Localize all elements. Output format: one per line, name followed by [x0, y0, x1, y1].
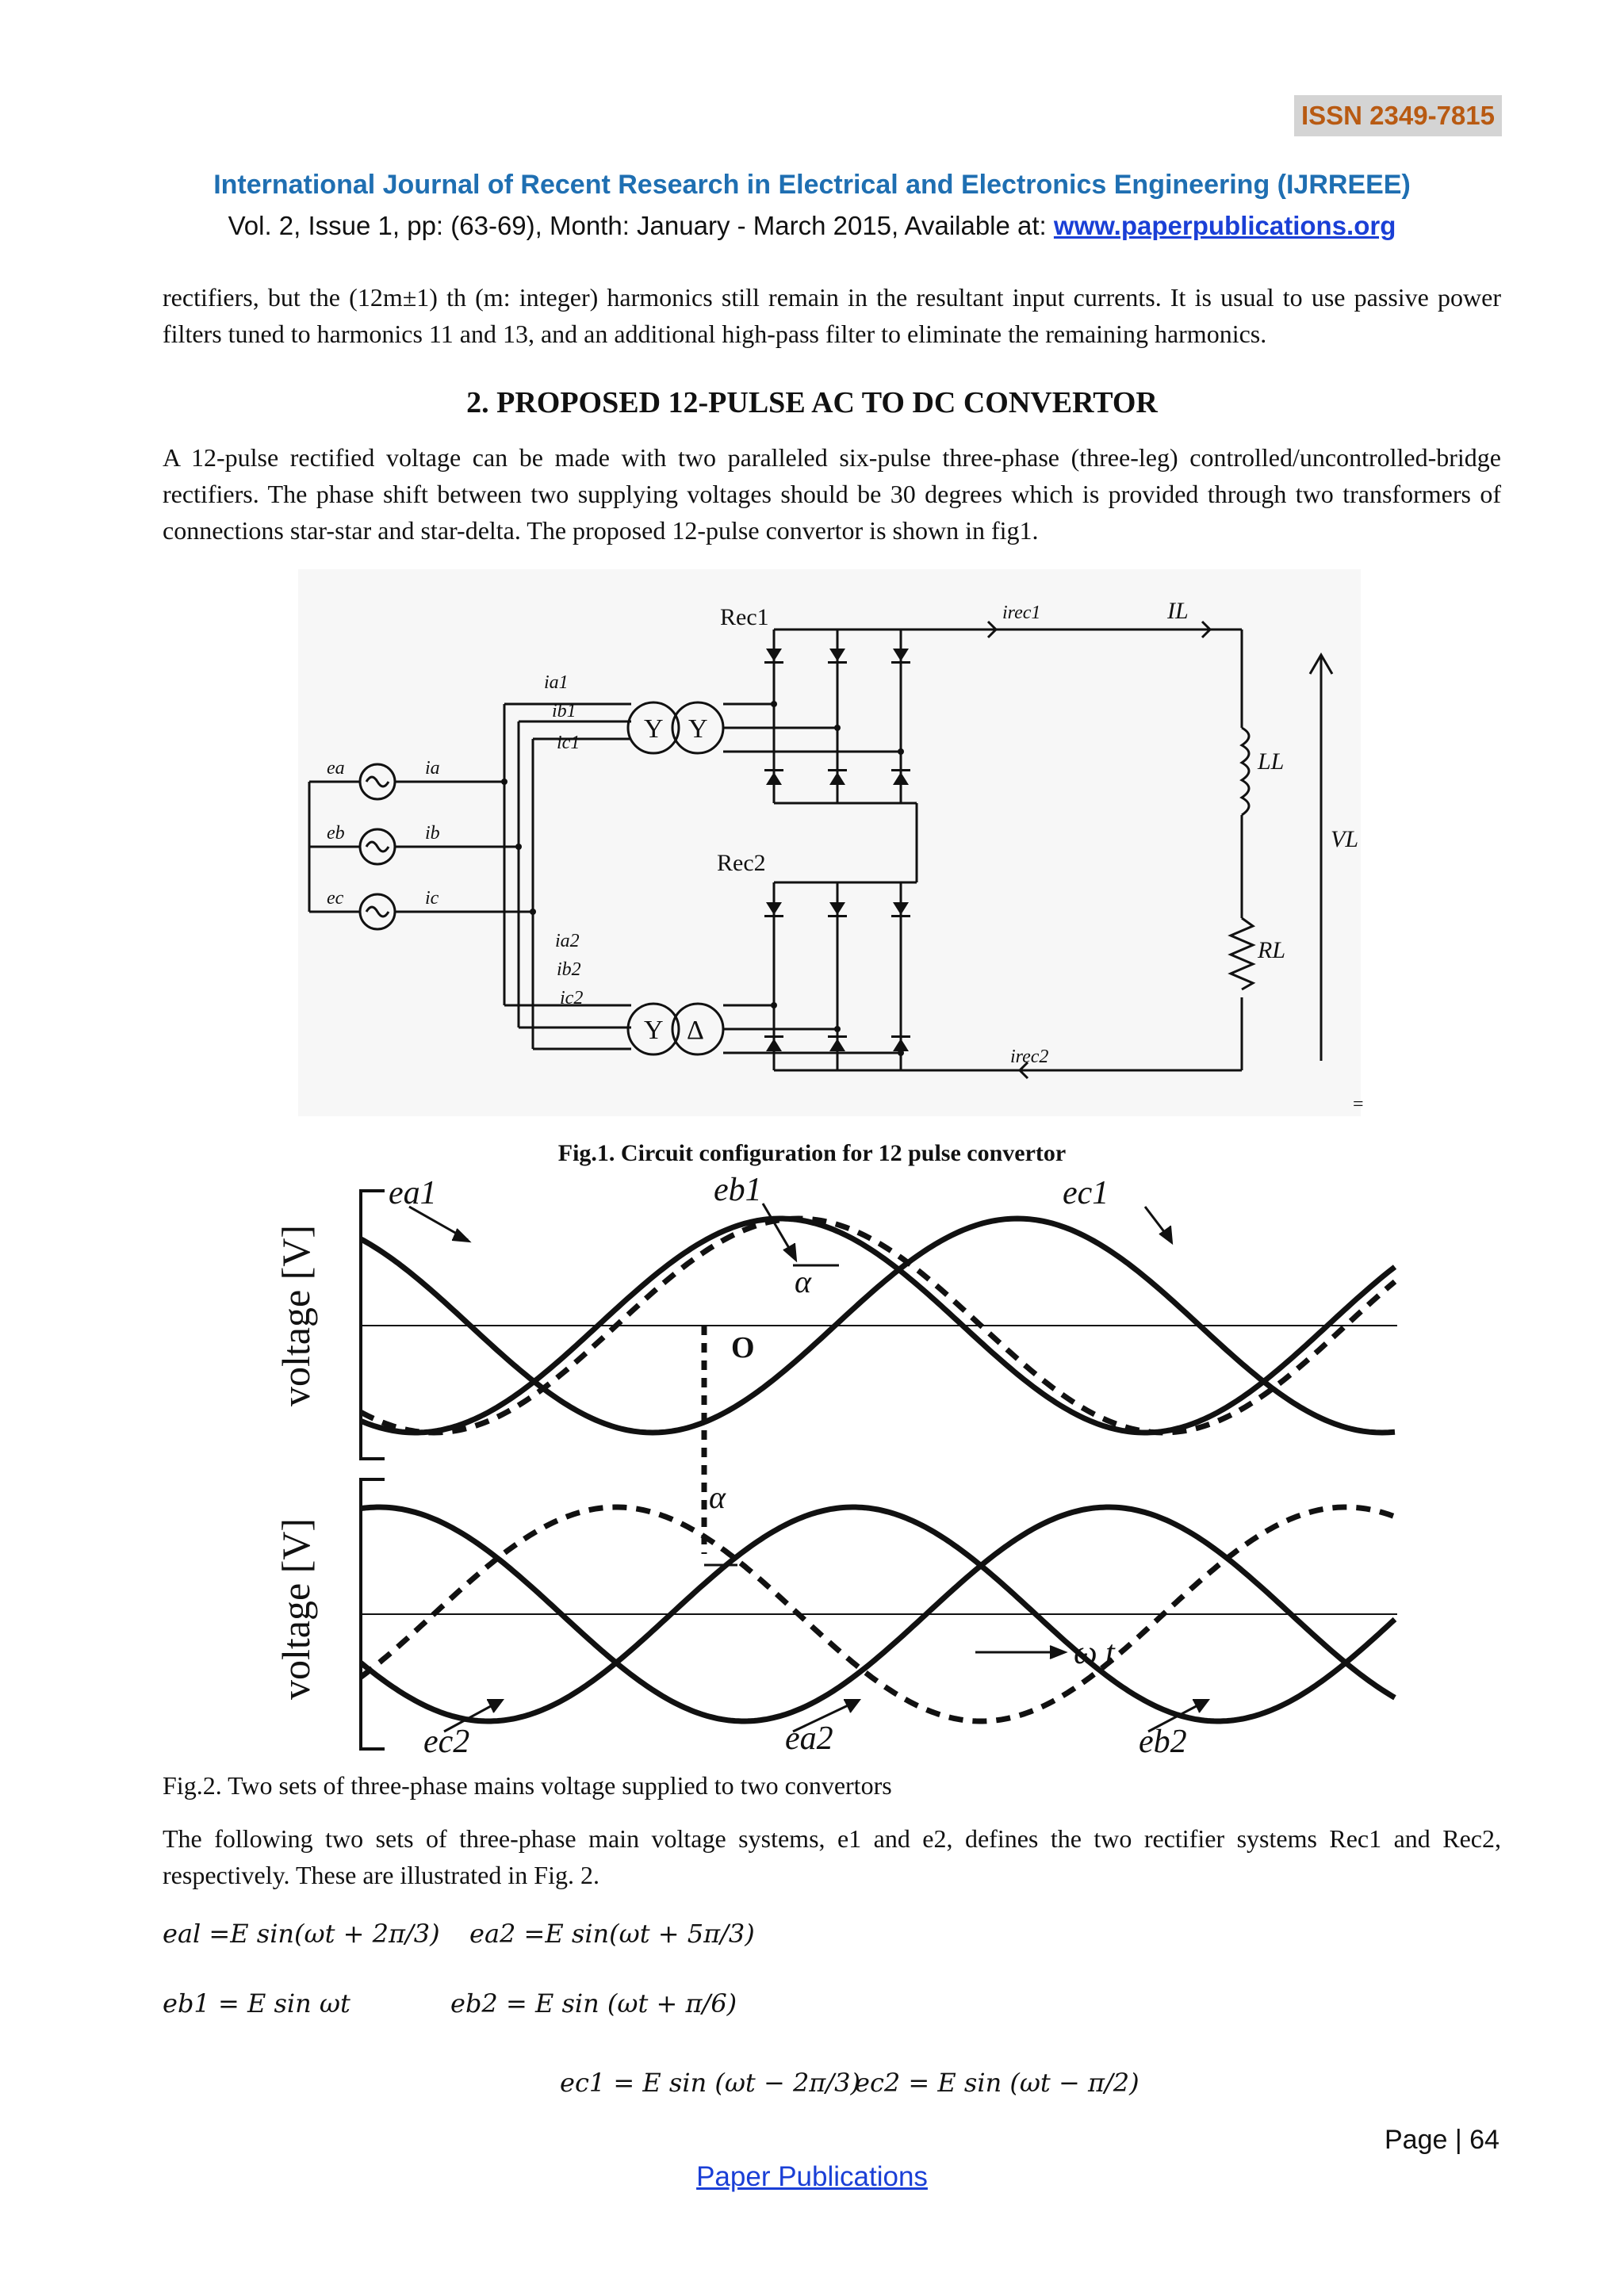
irec2-label: irec2 — [1010, 1047, 1049, 1067]
star-symbol-upper-primary: Y — [644, 714, 664, 744]
equation-ea1: eal =E sin(ωt + 2π/3) — [163, 1919, 440, 1949]
equation-ec1: ec1 = E sin (ωt − 2π/3) — [560, 2068, 860, 2098]
paragraph-convertor: A 12-pulse rectified voltage can be made with two paralleled six-pulse three-phase (three-leg) controlled/uncontrolled-bridge rectifiers. The phase shift between two supplying voltages should be 30 degrees which is provided through two transformers of connections star-star and star-delta. The proposed 12-pulse convertor is shown in fig1. — [163, 443, 1501, 545]
equals-mark: = — [1353, 1094, 1364, 1115]
vl-label: VL — [1331, 826, 1359, 852]
label-eb1: eb1 — [714, 1172, 762, 1208]
ib1-label: ib1 — [552, 701, 576, 721]
issn-badge: ISSN 2349-7815 — [1294, 95, 1502, 136]
il-label: IL — [1167, 598, 1189, 624]
ia1-label: ia1 — [544, 672, 569, 693]
equation-ea2: ea2 =E sin(ωt + 5π/3) — [469, 1919, 755, 1949]
irec1-label: irec1 — [1002, 603, 1041, 623]
label-origin: O — [731, 1331, 755, 1364]
top-ylabel: voltage [V] — [274, 1224, 318, 1406]
equation-ec2: ec2 = E sin (ωt − π/2) — [855, 2068, 1139, 2098]
rec2-label: Rec2 — [717, 850, 766, 876]
ll-label: LL — [1258, 748, 1285, 775]
ea-label: ea — [327, 758, 345, 779]
volume-text: Vol. 2, Issue 1, pp: (63-69), Month: January - March 2015, Available at: — [228, 211, 1054, 240]
ic-label: ic — [425, 888, 439, 909]
figure-1-caption: Fig.1. Circuit configuration for 12 pulse convertor — [557, 1140, 1067, 1166]
label-omega-t: ω t — [1074, 1635, 1115, 1671]
equation-eb1: eb1 = E sin ωt — [163, 1988, 350, 2019]
label-ec1: ec1 — [1063, 1175, 1109, 1211]
label-ea1: ea1 — [389, 1175, 437, 1211]
page-number: Page | 64 — [1385, 2125, 1500, 2155]
journal-title: International Journal of Recent Research in Electrical and Electronics Engineering (IJRREEE) — [213, 170, 1411, 200]
paragraph-voltage-systems: The following two sets of three-phase main voltage systems, e1 and e2, defines the two rectifier systems Rec1 and Rec2, respectively. These are illustrated in Fig. 2. — [163, 1824, 1501, 1889]
paragraph-intro: rectifiers, but the (12m±1) th (m: integer) harmonics still remain in the resultant input currents. It is usual to use passive power filters tuned to harmonics 11 and 13, and an additional high-pass filter to eliminate the remaining harmonics. — [163, 283, 1501, 348]
volume-line — [0, 211, 1624, 241]
ib2-label: ib2 — [557, 959, 581, 980]
figure-1-circuit — [298, 569, 1364, 1116]
ec-label: ec — [327, 888, 344, 909]
rl-label: RL — [1258, 937, 1286, 963]
label-ec2: ec2 — [423, 1724, 470, 1760]
label-eb2: eb2 — [1139, 1724, 1187, 1760]
journal-website-link[interactable]: www.paperpublications.org — [1053, 211, 1396, 240]
label-alpha-top: α — [795, 1264, 811, 1299]
ia2-label: ia2 — [555, 931, 580, 951]
label-ea2: ea2 — [785, 1720, 833, 1757]
ic1-label: ic1 — [557, 733, 580, 753]
label-alpha-bottom: α — [709, 1479, 726, 1515]
publisher-link[interactable]: Paper Publications — [696, 2161, 928, 2192]
section-heading: 2. PROPOSED 12-PULSE AC TO DC CONVERTOR — [466, 386, 1158, 419]
ia-label: ia — [425, 758, 440, 779]
figure-2-caption: Fig.2. Two sets of three-phase mains voltage supplied to two convertors — [163, 1771, 892, 1800]
star-symbol-lower-primary: Y — [644, 1016, 664, 1045]
equation-eb2: eb2 = E sin (ωt + π/6) — [450, 1988, 737, 2019]
delta-symbol-lower-secondary: Δ — [687, 1016, 704, 1045]
eb-label: eb — [327, 823, 345, 844]
ib-label: ib — [425, 823, 440, 844]
rec1-label: Rec1 — [720, 604, 769, 630]
ic2-label: ic2 — [560, 988, 584, 1008]
figure-2-waveforms — [270, 1172, 1404, 1760]
bottom-ylabel: voltage [V] — [274, 1517, 318, 1700]
star-symbol-upper-secondary: Y — [688, 714, 708, 744]
